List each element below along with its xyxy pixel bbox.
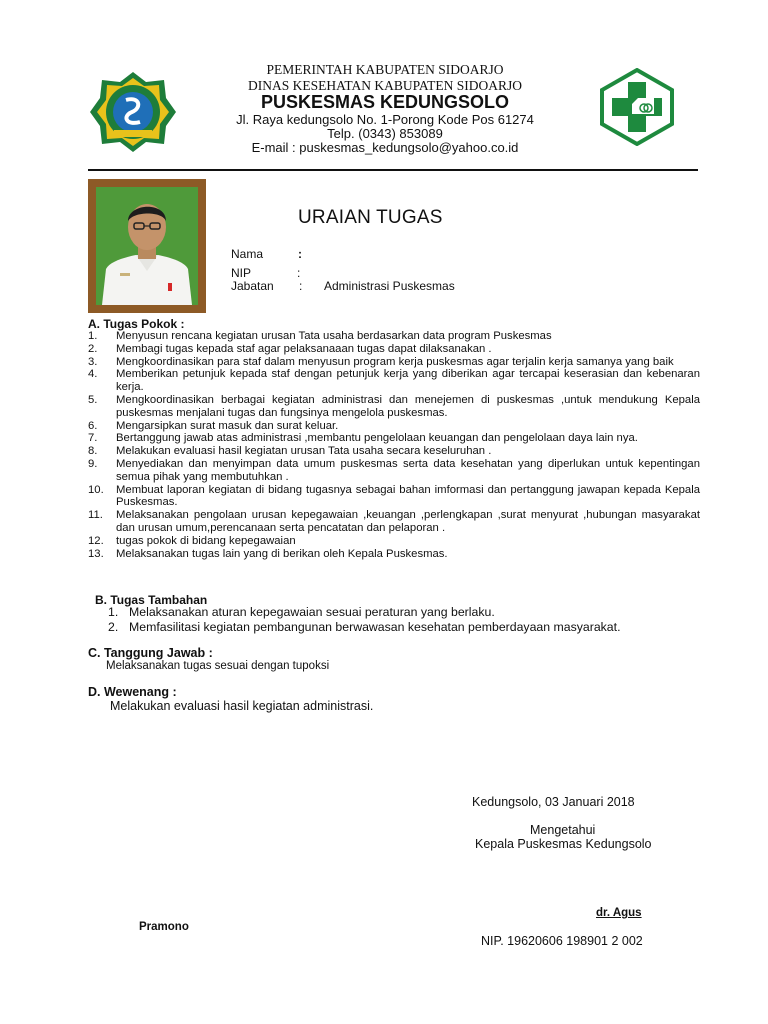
item-text: Melakukan evaluasi hasil kegiatan urusan Tata usaha secara keseluruhan .: [116, 445, 492, 458]
section-c-heading: C. Tanggung Jawab :: [88, 646, 213, 660]
item-number: 1.: [108, 605, 119, 619]
field-nip-sep: :: [297, 266, 301, 280]
section-a-heading: A. Tugas Pokok :: [88, 317, 185, 331]
list-item: [88, 509, 700, 535]
field-nama-label: Nama: [231, 247, 264, 261]
item-text: Mengarsipkan surat masuk dan surat keluar.: [116, 419, 339, 432]
signature-position: Kepala Puskesmas Kedungsolo: [475, 837, 652, 851]
list-item: [88, 445, 700, 458]
item-number: 4.: [88, 368, 98, 381]
signature-place-date: Kedungsolo, 03 Januari 2018: [472, 795, 635, 809]
list-item: [88, 356, 700, 369]
list-item: [88, 484, 700, 510]
list-item: [88, 330, 700, 343]
item-text: Memfasilitasi kegiatan pembangunan berwawasan kesehatan pemberdayaan masyarakat.: [129, 619, 621, 634]
item-number: 11.: [88, 509, 103, 522]
item-text: Bertanggung jawab atas administrasi ,membantu pengelolaan keuangan dan pengelolaan daya lain nya.: [116, 432, 638, 445]
signer-name-first: dr. Agus: [596, 907, 642, 919]
item-number: 13.: [88, 547, 104, 560]
item-number: 3.: [88, 355, 98, 368]
item-text: Melaksanakan tugas lain yang di berikan oleh Kepala Puskesmas.: [116, 547, 448, 560]
item-text: Melaksanakan aturan kepegawaian sesuai peraturan yang berlaku.: [129, 605, 495, 619]
section-d-heading: D. Wewenang :: [88, 685, 177, 699]
signature-acknowledged: Mengetahui: [530, 823, 596, 837]
item-number: 2.: [108, 619, 119, 634]
item-text: Menyusun rencana kegiatan urusan Tata usaha berdasarkan data program Puskesmas: [116, 330, 552, 342]
list-item: [88, 432, 700, 445]
list-item: [108, 605, 708, 620]
list-item: [88, 368, 700, 394]
field-nama-sep: :: [298, 247, 302, 261]
item-number: 8.: [88, 445, 98, 458]
puskesmas-logo: [598, 68, 676, 146]
field-jabatan-value: Administrasi Puskesmas: [324, 279, 455, 293]
item-number: 12.: [88, 534, 104, 547]
list-item: [88, 458, 700, 484]
list-item: [88, 548, 700, 561]
document-title: URAIAN TUGAS: [298, 207, 443, 228]
field-nip-label: NIP: [231, 266, 252, 280]
list-item: [88, 343, 700, 356]
item-number: 9.: [88, 457, 98, 470]
item-text: Menyediakan dan menyimpan data umum puskesmas serta data kesehatan yang diperlukan untuk kepentingan semua pihak yang membutuhkan .: [116, 457, 700, 483]
header-org-name: PUSKESMAS KEDUNGSOLO: [260, 92, 510, 112]
item-text: tugas pokok di bidang kepegawaian: [116, 534, 296, 547]
header-divider: [88, 169, 698, 171]
header-department: DINAS KESEHATAN KABUPATEN SIDOARJO: [247, 78, 523, 93]
item-number: 10.: [88, 483, 104, 496]
header-address: Jl. Raya kedungsolo No. 1-Porong Kode Pos 61274: [236, 112, 534, 127]
sidoarjo-regency-logo: [90, 70, 176, 154]
item-text: Mengkoordinasikan berbagai kegiatan administrasi dan menejemen di puskesmas ,untuk mendukung Kepala puskesmas menjalani tugas dan fungsinya mengelola puskesmas.: [116, 393, 700, 419]
list-item: [88, 420, 700, 433]
item-number: 2.: [88, 342, 98, 355]
section-a-list: [88, 330, 700, 560]
signer-nip: NIP. 19620606 198901 2 002: [481, 934, 643, 948]
list-item: [88, 394, 700, 420]
item-number: 1.: [88, 330, 98, 342]
item-number: 6.: [88, 419, 98, 432]
header-phone: Telp. (0343) 853089: [327, 126, 443, 141]
item-text: Memberikan petunjuk kepada staf dengan petunjuk kerja yang diberikan agar tercapai keserasian dan kebenaran kerja.: [116, 368, 700, 394]
header-government: PEMERINTAH KABUPATEN SIDOARJO: [266, 62, 504, 77]
item-text: Melaksanakan pengolaan urusan kepegawaian ,keuangan ,perlengkapan ,surat menyurat ,hubungan masyarakat dan urusan umum,perencanaan serta pencatatan dan pelaporan .: [116, 509, 700, 534]
field-jabatan-label: Jabatan: [231, 279, 274, 293]
list-item: [88, 535, 700, 548]
item-number: 5.: [88, 393, 98, 406]
field-jabatan-sep: :: [299, 279, 303, 293]
section-d-text: Melakukan evaluasi hasil kegiatan administrasi.: [110, 699, 374, 713]
signer-name-last: Pramono: [139, 921, 189, 933]
list-item: [108, 620, 708, 635]
section-c-text: Melaksanakan tugas sesuai dengan tupoksi: [106, 660, 330, 672]
item-text: Membuat laporan kegiatan di bidang tugasnya sebagai bahan imformasi dan pertanggung jawapan kepada Kepala Puskesmas.: [116, 483, 700, 509]
item-text: Mengkoordinasikan para staf dalam menyusun program kerja puskesmas agar terjalin kerja samanya yang baik: [116, 355, 674, 368]
item-number: 7.: [88, 432, 98, 445]
section-b-list: [108, 605, 708, 634]
section-b-heading: B. Tugas Tambahan: [95, 593, 208, 607]
header-email: E-mail : puskesmas_kedungsolo@yahoo.co.id: [251, 140, 519, 155]
photo-frame: [88, 179, 206, 313]
item-text: Membagi tugas kepada staf agar pelaksanaaan tugas dapat dilaksanakan .: [116, 342, 492, 355]
employee-photo: [96, 187, 198, 305]
